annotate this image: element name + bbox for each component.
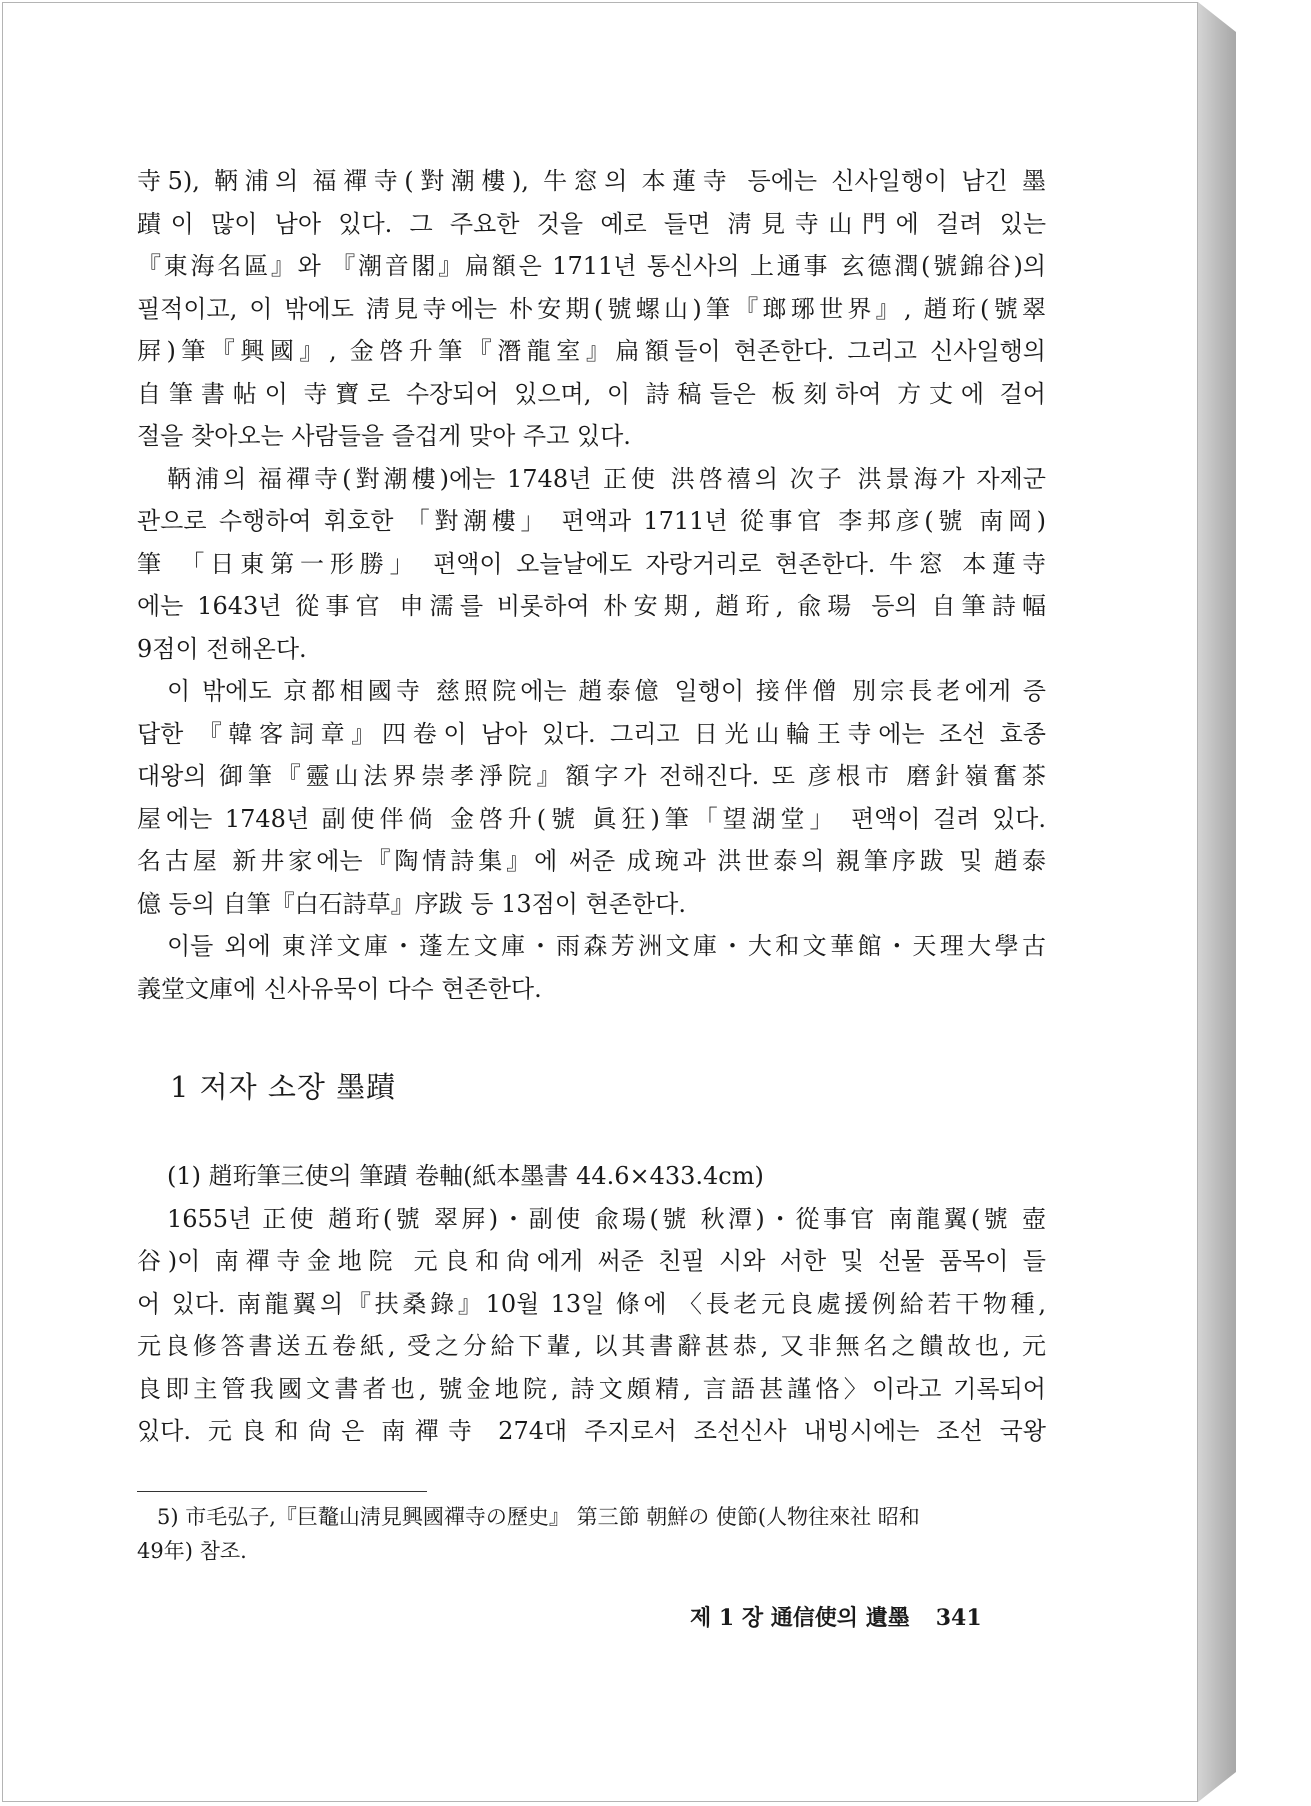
- text-line: 이들 외에 東洋文庫・蓬左文庫・雨森芳洲文庫・大和文華館・天理大學古: [167, 932, 1046, 960]
- page-edge: [1198, 2, 1236, 1802]
- text-line: 이 밖에도 京都相國寺 慈照院에는 趙泰億 일행이 接伴僧 別宗長老에게 증: [167, 677, 1046, 705]
- text-line: 대왕의 御筆『靈山法界崇孝淨院』額字가 전해진다. 또 彦根市 磨針嶺奮茶: [137, 762, 1046, 790]
- text-line: 1655년 正使 趙珩(號 翠屛)・副使 兪瑒(號 秋潭)・從事官 南龍翼(號 壺: [167, 1204, 1046, 1233]
- text-line: 屋에는 1748년 副使伴倘 金啓升(號 眞狂)筆「望湖堂」 편액이 걸려 있다.: [137, 804, 1046, 833]
- running-footer: [690, 1601, 982, 1632]
- text-line: 답한 『韓客詞章』四卷이 남아 있다. 그리고 日光山輪王寺에는 조선 효종: [137, 719, 1046, 748]
- body-text: [137, 160, 1046, 1010]
- text-line: 에는 1643년 從事官 申濡를 비롯하여 朴安期, 趙珩, 兪瑒 등의 自筆詩幅: [137, 592, 1046, 620]
- subsection-title: (1) 趙珩筆三使의 筆蹟 卷軸(紙本墨書 44.6×433.4cm): [167, 1162, 764, 1190]
- text-line: 어 있다. 南龍翼의『扶桑錄』10월 13일 條에 〈長老元良處援例給若干物種,: [137, 1289, 1046, 1318]
- text-line: 谷)이 南禪寺金地院 元良和尙에게 써준 친필 시와 서한 및 선물 품목이 들: [137, 1247, 1046, 1275]
- text-line: 鞆浦의 福禪寺(對潮樓)에는 1748년 正使 洪啓禧의 次子 洪景海가 자제군: [167, 464, 1046, 493]
- text-line: 寺5), 鞆浦의 福禪寺(對潮樓), 牛窓의 本蓮寺 등에는 신사일행이 남긴 墨: [137, 167, 1046, 195]
- section-heading: 1 저자 소장 墨蹟: [170, 1070, 397, 1104]
- text-line: 蹟이 많이 남아 있다. 그 주요한 것을 예로 들면 淸見寺山門에 걸려 있는: [137, 209, 1046, 238]
- text-line: 名古屋 新井家에는『陶情詩集』에 써준 成琬과 洪世泰의 親筆序跋 및 趙泰: [137, 847, 1046, 875]
- chapter-title: 제 1 장 通信使의 遺墨: [690, 1605, 910, 1631]
- footnote: [137, 1500, 1046, 1568]
- text-line: 관으로 수행하여 휘호한 「對潮樓」 편액과 1711년 從事官 李邦彦(號 南岡): [137, 507, 1046, 535]
- subsection-text: [137, 1155, 1046, 1453]
- text-line: 自筆書帖이 寺寶로 수장되어 있으며, 이 詩稿들은 板刻하여 方丈에 걸어: [137, 379, 1046, 408]
- text-line: 9점이 전해온다.: [137, 634, 307, 663]
- text-line: 절을 찾아오는 사람들을 즐겁게 맞아 주고 있다.: [137, 422, 631, 450]
- text-line: 筆 「日東第一形勝」 편액이 오늘날에도 자랑거리로 현존한다. 牛窓 本蓮寺: [137, 549, 1046, 578]
- text-line: 義堂文庫에 신사유묵이 다수 현존한다.: [137, 974, 542, 1003]
- text-line: 필적이고, 이 밖에도 淸見寺에는 朴安期(號螺山)筆『瑯琊世界』, 趙珩(號翠: [137, 294, 1046, 323]
- page-number: 341: [935, 1605, 982, 1631]
- footnote-divider: [137, 1491, 427, 1492]
- text-line: 있다. 元良和尙은 南禪寺 274대 주지로서 조선신사 내빙시에는 조선 국왕: [137, 1417, 1046, 1445]
- text-line: 良即主管我國文書者也, 號金地院, 詩文頗精, 言語甚謹恪〉이라고 기록되어: [137, 1374, 1046, 1403]
- text-line: 『東海名區』와 『潮音閣』扁額은 1711년 통신사의 上通事 玄德潤(號錦谷)의: [137, 252, 1046, 280]
- footnote-line: 5) 市毛弘子,『巨鼇山淸見興國禪寺の歷史』 第三節 朝鮮の 使節(人物往來社 昭和: [157, 1505, 920, 1529]
- text-line: 億 등의 自筆『白石詩草』序跋 등 13점이 현존한다.: [137, 889, 686, 918]
- text-line: 屛)筆『興國』, 金啓升筆『潛龍室』扁額들이 현존한다. 그리고 신사일행의: [137, 337, 1046, 365]
- footnote-line: 49年) 참조.: [137, 1539, 247, 1563]
- text-line: 元良修答書送五卷紙, 受之分給下輩, 以其書辭甚恭, 又非無名之饋故也, 元: [137, 1332, 1046, 1360]
